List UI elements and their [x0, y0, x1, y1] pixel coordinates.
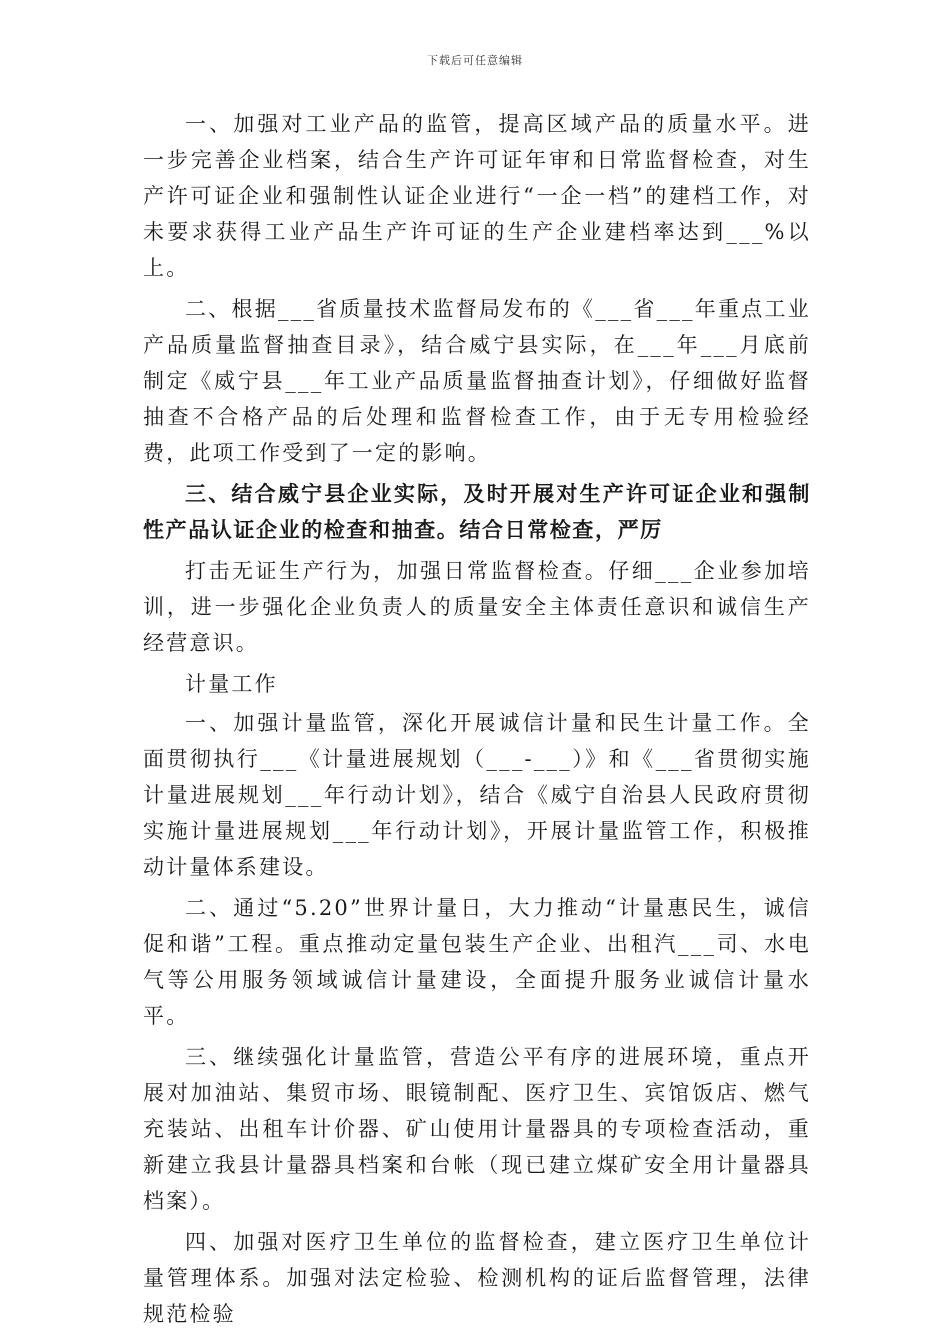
paragraph-metrology-4: 四、加强对医疗卫生单位的监督检查，建立医疗卫生单位计量管理体系。加强对法定检验、检测机构的证后监督管理，法律规范检验	[143, 1230, 811, 1326]
paragraph-metrology-1: 一、加强计量监管，深化开展诚信计量和民生计量工作。全面贯彻执行___《计量进展规划（___-___）》和《___省贯彻实施计量进展规划___年行动计划》，结合《威宁自治县人民政府贯彻实施计量进展规划___年行动计划》，开展计量监管工作，积极推动计量体系建设。	[143, 711, 811, 879]
page-header: 下载后可任意编辑	[427, 54, 523, 67]
section-heading-metrology: 计量工作	[185, 672, 278, 696]
paragraph-industrial-products-3-bold: 三、结合威宁县企业实际，及时开展对生产许可证企业和强制性产品认证企业的检查和抽查。结合日常检查，严厉	[143, 481, 811, 542]
document-body	[143, 106, 811, 1337]
paragraph-industrial-products-2: 二、根据___省质量技术监督局发布的《___省___年重点工业产品质量监督抽查目录》，结合威宁县实际，在___年___月底前制定《威宁县___年工业产品质量监督抽查计划》，仔细做好监督抽查不合格产品的后处理和监督检查工作，由于无专用检验经费，此项工作受到了一定的影响。	[143, 297, 811, 465]
paragraph-metrology-3: 三、继续强化计量监管，营造公平有序的进展环境，重点开展对加油站、集贸市场、眼镜制配、医疗卫生、宾馆饭店、燃气充装站、出租车计价器、矿山使用计量器具的专项检查活动，重新建立我县计量器具档案和台帐（现已建立煤矿安全用计量器具档案）。	[143, 1045, 811, 1213]
paragraph-metrology-2: 二、通过“5.20”世界计量日，大力推动“计量惠民生，诚信促和谐”工程。重点推动定量包装生产企业、出租汽___司、水电气等公用服务领域诚信计量建设，全面提升服务业诚信计量水平。	[143, 896, 811, 1028]
paragraph-industrial-products-3-cont: 打击无证生产行为，加强日常监督检查。仔细___企业参加培训，进一步强化企业负责人的质量安全主体责任意识和诚信生产经营意识。	[143, 559, 811, 655]
paragraph-industrial-products-1: 一、加强对工业产品的监管，提高区域产品的质量水平。进一步完善企业档案，结合生产许可证年审和日常监督检查，对生产许可证企业和强制性认证企业进行“一企一档”的建档工作，对未要求获得工业产品生产许可证的生产企业建档率达到___%以上。	[143, 112, 811, 280]
